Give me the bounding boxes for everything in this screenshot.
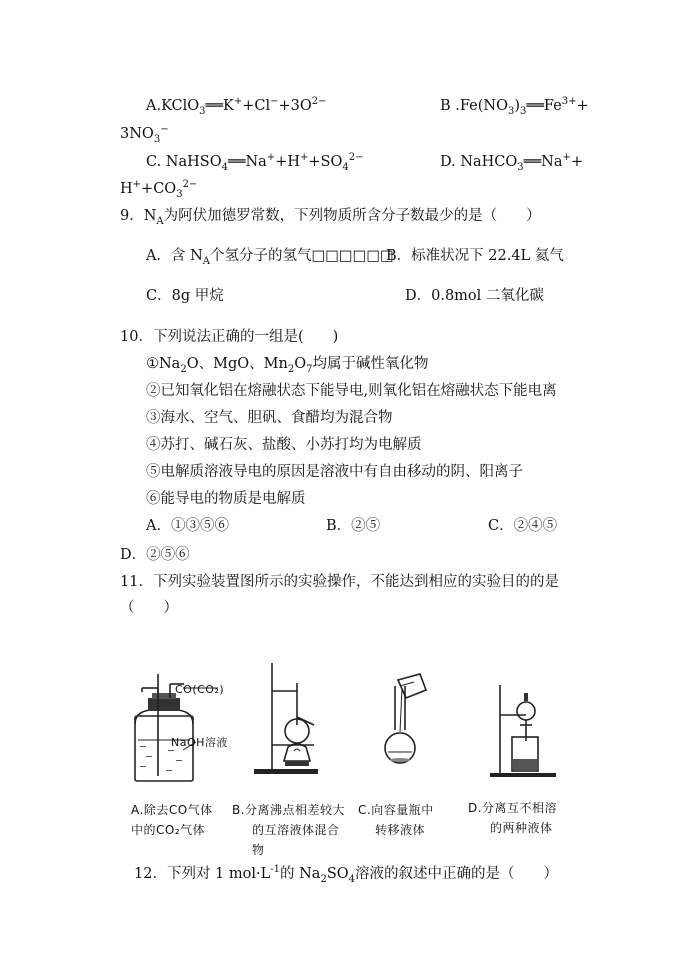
q10-statement-4: ④苏打、碱石灰、盐酸、小苏打均为电解质 [146,437,422,453]
q8-option-b: B $.Fe(NO_3)_3══Fe^{3+}+$ [440,96,589,117]
q10-statement-3: ③海水、空气、胆矾、食醋均为混合物 [146,410,393,426]
caption-d-line2: 的两种液体 [490,821,553,835]
q9-option-d: D．0.8mol 二氧化碳 [405,288,544,304]
gas-inlet-label: CO(CO₂) [175,683,225,696]
volumetric-flask-figure [380,668,440,778]
q10-option-a: A．①③⑤⑥ [146,518,229,534]
caption-c-line2: 转移液体 [375,823,426,837]
q10-option-d: D．②⑤⑥ [120,547,190,563]
q8-option-b-continued: $3NO_3^-$ [120,124,169,145]
q8-option-a: $A.KClO_3══K^++Cl^-+3O^{2-}$ [146,96,327,117]
caption-c-line1: C.向容量瓶中 [358,803,434,817]
q9-option-b: B．标准状况下 22.4L 氦气 [386,248,564,264]
q9-option-c: C．8g 甲烷 [146,288,224,304]
q9-stem: 9．$N_A$为阿伏加德罗常数，下列物质所含分子数最少的是（ ） [120,208,541,227]
q10-statement-1: $①Na_2O$、MgO、$Mn_2O_7$均属于碱性氧化物 [146,356,429,375]
q10-option-c: C．②④⑤ [488,518,558,534]
q11-stem-continued: （ ） [120,600,178,616]
q11-stem: 11．下列实验装置图所示的实验操作，不能达到相应的实验目的的是 [120,574,559,590]
caption-b-line3: 物 [252,843,265,857]
caption-a-line2: 中的CO₂气体 [131,823,206,837]
distillation-apparatus-figure [252,663,322,778]
q10-statement-5: ⑤电解质溶液导电的原因是溶液中有自由移动的阴、阳离子 [146,464,523,480]
naoh-solution-label: NaOH溶液 [171,736,228,749]
caption-a-line1: A.除去CO气体 [131,803,213,817]
q10-statement-2: ②已知氧化铝在熔融状态下能导电,则氧化铝在熔融状态下能电离 [146,383,557,399]
caption-b-line2: 的互溶液体混合 [252,823,340,837]
q9-option-a: A．含 $N_A$个氢分子的氢气□□□□□□ [146,248,394,267]
separatory-funnel-figure [490,685,560,780]
q8-option-d: D. NaHCO$_3$══Na++ [440,152,584,173]
q10-statement-6: ⑥能导电的物质是电解质 [146,491,306,507]
q8-option-c: C. $NaHSO_4══Na^++H^++SO_4^{2-}$ [146,152,364,173]
q8-option-d-continued: $H^++CO_3^{2-}$ [120,179,198,200]
caption-b-line1: B.分离沸点相差较大 [232,803,346,817]
q10-option-b: B．②⑤ [326,518,381,534]
q10-stem: 10．下列说法正确的一组是( ) [120,329,339,345]
caption-d-line1: D.分离互不相溶 [468,801,558,815]
q12-stem: 12．下列对 1 $mol\cdot L^{-1}$的 $Na_2SO_4$溶液的叙述中正确的是（ ） [134,864,559,885]
